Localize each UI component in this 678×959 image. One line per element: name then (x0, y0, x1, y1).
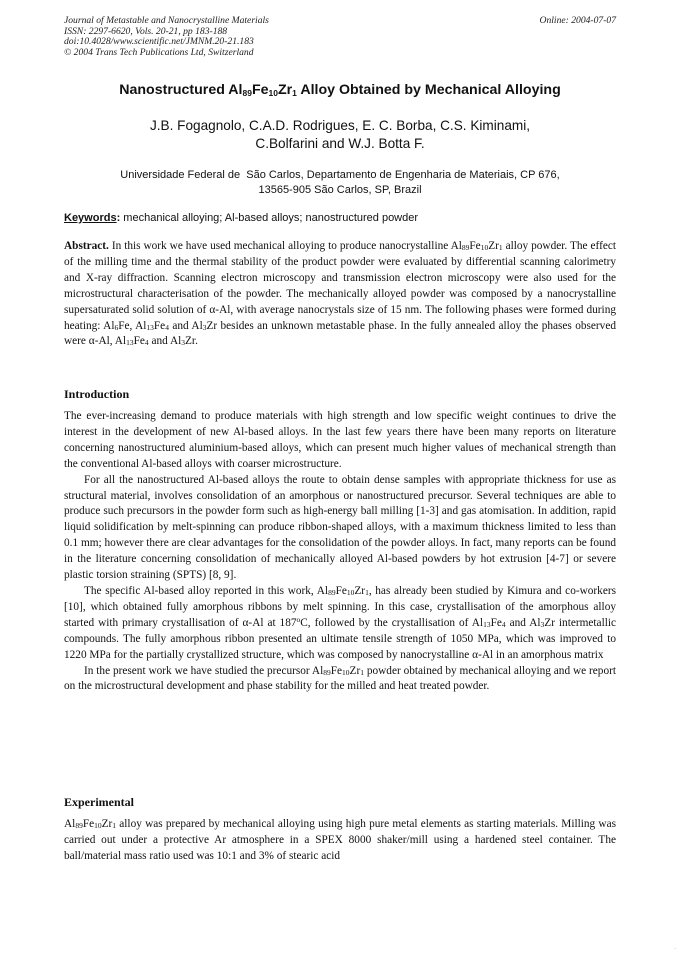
introduction-heading: Introduction (64, 387, 130, 401)
affiliation (64, 168, 616, 197)
keywords-text: mechanical alloying; Al-based alloys; nanostructured powder (120, 212, 419, 224)
paper-title: Nanostructured $Al_{89}Fe_{10}Zr_1$ Alloy Obtained by Mechanical Alloying (119, 82, 561, 98)
affiliation-line-2: 13565-905 São Carlos, SP, Brazil (258, 183, 422, 196)
journal-issn: ISSN: 2297-6620, Vols. 20-21, pp 183-188 (64, 25, 228, 37)
corner-mark: · (674, 946, 676, 953)
intro-paragraph-2: For all the nanostructured Al-based alloys the route to obtain dense samples with appropriate thickness for use as structural material, involves consolidation of an amorphous or nanostructured precursor. Several techniques are able to produce such precursors in the powder form such as high-energy ball milling [1-3] and gas atomisation. In addition, rapid liquid solidification by melt-spinning can produce ribbon-shaped alloys, with a maximum thickness limited to less than 0.1 mm; however there are clear advantages for the consolidation of the powder alloys. In fact, many reports can be found in the literature concerning consolidation of mechanically alloyed Al-based powders by hot extrusion [4-7] or severe plastic torsion straining (SPTS) [8, 9]. (64, 473, 616, 582)
introduction-body (64, 409, 616, 695)
abstract-paragraph: Abstract. In this work we have used mechanical alloying to produce nanocrystalline $Al_{89}Fe_{10}Zr_1$ alloy powder. The effect of the milling time and the thermal stability of the product powder were evaluated by differential scanning calorimetry and X-ray diffraction. Scanning electron microscopy and transmission electron microscopy were also used for the microstructural characterisation of the powder. The mechanically alloyed powder was composed by a nanocrystalline supersaturated solid solution of α-Al, with average nanocrystals size of 15 nm. The following phases were formed during heating: $Al_6Fe$, $Al_{13}Fe_4$ and $Al_3Zr$ besides an unknown metastable phase. In the fully annealed alloy the phases observed were α-Al, $Al_{13}Fe_4$ and $Al_3Zr$. (64, 240, 617, 348)
experimental-paragraph-1: $Al_{89}Fe_{10}Zr_1$ alloy was prepared by mechanical alloying using high pure metal elements as starting materials. Milling was carried out under a protective Ar atmosphere in a SPEX 8000 shaker/mill using a hardened steel container. The ball/material mass ratio used was 10:1 and 3% of stearic acid (64, 818, 616, 862)
online-date: Online: 2004-07-07 (539, 15, 616, 26)
author-list (64, 117, 616, 152)
keywords-label: Keywords (64, 212, 117, 224)
journal-name: Journal of Metastable and Nanocrystalline Materials (64, 15, 269, 26)
journal-header (64, 16, 616, 58)
abstract-label: Abstract. (64, 240, 109, 252)
intro-paragraph-1: The ever-increasing demand to produce materials with high strength and low specific weight continues to drive the interest in the development of new Al-based alloys. In the last few years there have been many reports on literature concerning nanostructured aluminium-based alloys, which can present much higher values of mechanical strength than the conventional Al-based alloys with coarser microstructure. (64, 410, 616, 470)
journal-doi: doi:10.4028/www.scientific.net/JMNM.20-21.183 (64, 36, 254, 48)
experimental-heading: Experimental (64, 795, 134, 809)
journal-copyright: © 2004 Trans Tech Publications Ltd, Switzerland (64, 46, 254, 58)
abstract (64, 239, 616, 350)
intro-paragraph-4: In the present work we have studied the precursor $Al_{89}Fe_{10}Zr_1$ powder obtained by mechanical alloying and we report on the microstructural development and phase stability for the milled and heat treated powder. (64, 664, 616, 693)
intro-paragraph-3: The specific Al-based alloy reported in this work, $Al_{89}Fe_{10}Zr_1$, has already been studied by Kimura and co-workers [10], which obtained fully amorphous ribbons by melt spinning. In this case, crystallisation of the amorphous alloy started with primary crystallisation of α-Al at 187$^o$C, followed by the crystallisation of $Al_{13}Fe_4$ and $Al_3Zr$ intermetallic compounds. The fully amorphous ribbon presented an ultimate tensile strength of 1050 MPa, which was improved to 1220 MPa for the partially crystallized structure, which was composed by nanocrystalline α-Al in an amorphous matrix (64, 584, 617, 661)
authors-line-1: J.B. Fogagnolo, C.A.D. Rodrigues, E. C. Borba, C.S. Kiminami, (149, 118, 531, 133)
affiliation-line-1: Universidade Federal de São Carlos, Departamento de Engenharia de Materiais, CP 676, (120, 169, 560, 181)
experimental-body (64, 817, 616, 865)
authors-line-2: C.Bolfarini and W.J. Botta F. (255, 135, 425, 151)
keywords: Keywords: mechanical alloying; Al-based alloys; nanostructured powder (64, 212, 419, 224)
